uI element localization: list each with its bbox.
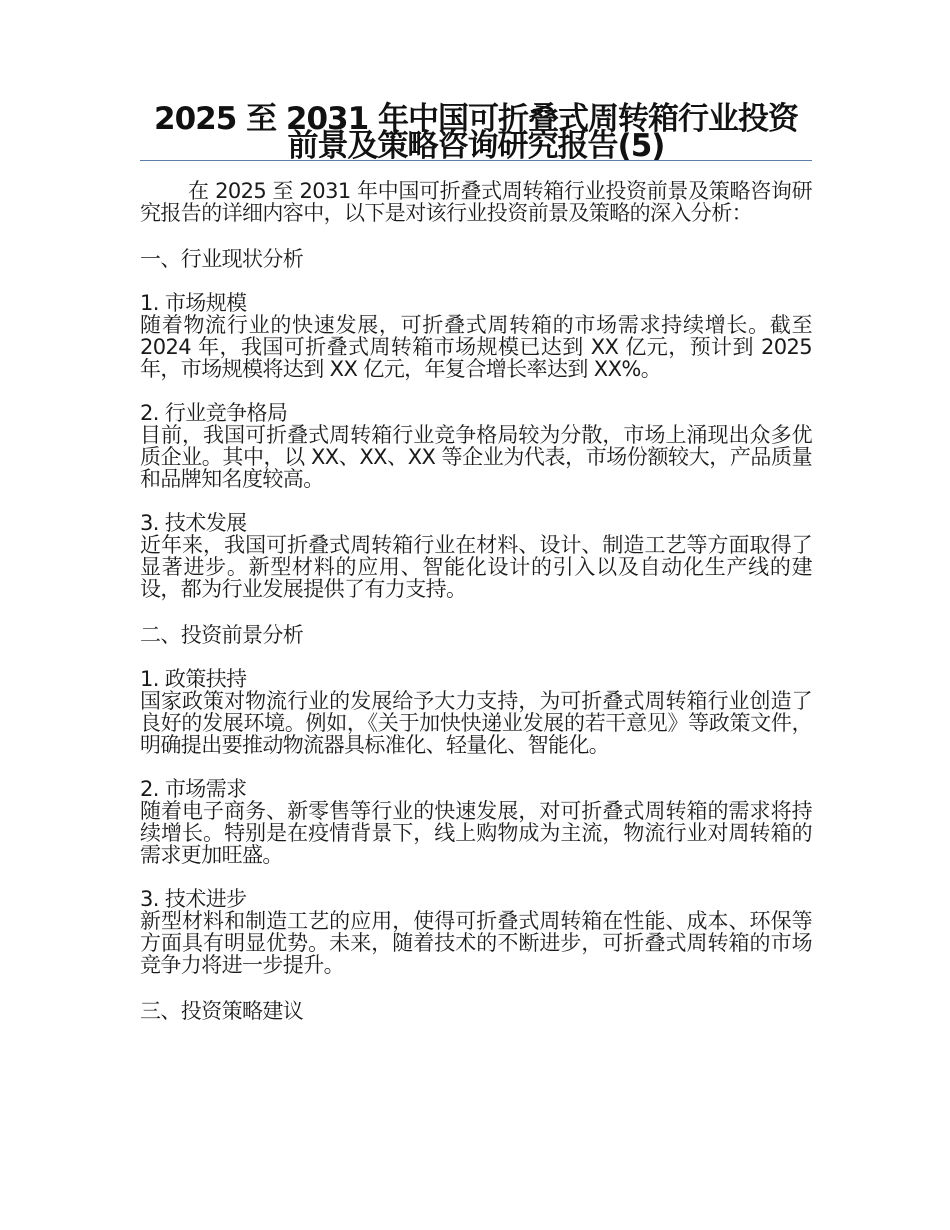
- document-title: 2025 至 2031 年中国可折叠式周转箱行业投资前景及策略咨询研究报告(5): [154, 101, 798, 164]
- subsection-paragraph: 近年来，我国可折叠式周转箱行业在材料、设计、制造工艺等方面取得了显著进步。新型材料的应用、智能化设计的引入以及自动化生产线的建设，都为行业发展提供了有力支持。: [140, 533, 812, 601]
- subsection-paragraph: 新型材料和制造工艺的应用，使得可折叠式周转箱在性能、成本、环保等方面具有明显优势。未来，随着技术的不断进步，可折叠式周转箱的市场竞争力将进一步提升。: [140, 909, 812, 977]
- subsection-paragraph: 国家政策对物流行业的发展给予大力支持，为可折叠式周转箱行业创造了良好的发展环境。例如，《关于加快快递业发展的若干意见》等政策文件，明确提出要推动物流器具标准化、轻量化、智能化。: [140, 689, 812, 757]
- subsection-paragraph: 随着电子商务、新零售等行业的快速发展，对可折叠式周转箱的需求将持续增长。特别是在疫情背景下，线上购物成为主流，物流行业对周转箱的需求更加旺盛。: [140, 799, 812, 867]
- subsection-heading: 3. 技术进步: [140, 887, 247, 911]
- subsection-paragraph: 随着物流行业的快速发展，可折叠式周转箱的市场需求持续增长。截至 2024 年，我国可折叠式周转箱市场规模已达到 XX 亿元，预计到 2025 年，市场规模将达到 XX 亿元，年复合增长率达到 XX%。: [140, 313, 812, 381]
- subsection-paragraph: 目前，我国可折叠式周转箱行业竞争格局较为分散，市场上涌现出众多优质企业。其中，以 XX、XX、XX 等企业为代表，市场份额较大，产品质量和品牌知名度较高。: [140, 423, 812, 491]
- subsection-heading: 2. 行业竞争格局: [140, 401, 288, 425]
- section-heading: 二、投资前景分析: [140, 623, 304, 647]
- subsection-heading: 1. 市场规模: [140, 291, 247, 315]
- title-divider: [140, 160, 812, 161]
- subsection-heading: 2. 市场需求: [140, 777, 247, 801]
- subsection-heading: 1. 政策扶持: [140, 667, 247, 691]
- subsection-heading: 3. 技术发展: [140, 511, 247, 535]
- section-heading: 三、投资策略建议: [140, 999, 304, 1023]
- document-body: [140, 180, 812, 1022]
- intro-paragraph: 在 2025 至 2031 年中国可折叠式周转箱行业投资前景及策略咨询研究报告的详细内容中，以下是对该行业投资前景及策略的深入分析：: [140, 179, 812, 225]
- section-heading: 一、行业现状分析: [140, 247, 304, 271]
